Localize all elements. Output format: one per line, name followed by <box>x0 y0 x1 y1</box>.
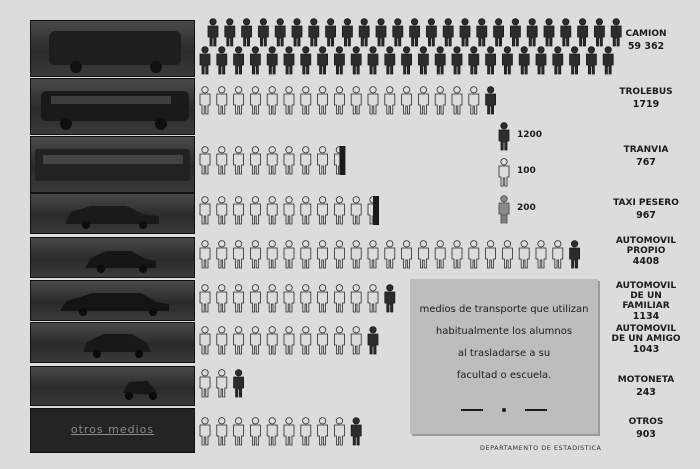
person-icon-camion <box>275 19 285 46</box>
person-icon-camion-2 <box>200 47 210 74</box>
person-icon-motoneta <box>217 370 227 397</box>
person-icon-tranvia <box>200 147 210 174</box>
person-icon-camion-2 <box>536 47 546 74</box>
person-icon-automovil-propio <box>435 241 445 268</box>
person-icon-camion <box>443 19 453 46</box>
trolleybus-photo <box>30 78 195 135</box>
person-icon-automovil-propio <box>519 241 529 268</box>
person-icon-automovil-propio <box>385 241 395 268</box>
person-icon-automovil-familiar <box>217 285 227 312</box>
bus-photo <box>30 20 195 77</box>
person-icon-automovil-propio <box>301 241 311 268</box>
tram-photo <box>30 136 195 193</box>
person-icon-automovil-propio <box>284 241 294 268</box>
person-icon-motoneta <box>200 370 210 397</box>
person-icon-otros <box>334 418 344 445</box>
category-name: CAMION <box>625 29 667 39</box>
category-name: TRANVIA <box>623 145 669 155</box>
person-icon-camion-2 <box>385 47 395 74</box>
label-tranvia <box>606 145 686 168</box>
person-icon-automovil-propio <box>402 241 412 268</box>
person-icon-tranvia <box>301 147 311 174</box>
person-icon-automovil-amigo <box>200 327 210 354</box>
person-icon-taxi-pesero <box>200 197 210 224</box>
person-icon-camion-2 <box>469 47 479 74</box>
person-icon-camion-2 <box>351 47 361 74</box>
person-icon-automovil-familiar <box>334 285 344 312</box>
person-icon-camion-2 <box>234 47 244 74</box>
person-icon-camion <box>477 19 487 46</box>
category-name: AUTOMOVIL PROPIO <box>615 236 677 256</box>
person-icon-automovil-amigo <box>267 327 277 354</box>
person-icon-camion <box>460 19 470 46</box>
category-value: 1134 <box>632 311 660 322</box>
person-icon-otros <box>250 418 260 445</box>
person-icon-camion <box>527 19 537 46</box>
person-icon-taxi-pesero <box>250 197 260 224</box>
person-icon-otros <box>284 418 294 445</box>
legend-label-filled: 1200 <box>517 130 543 140</box>
person-filled-icon-automovil-propio <box>570 241 580 268</box>
person-icon-automovil-familiar <box>250 285 260 312</box>
legend-outline-person-icon <box>499 159 509 186</box>
person-filled-icon-automovil-familiar <box>385 285 395 312</box>
person-icon-camion <box>359 19 369 46</box>
person-icon-camion <box>208 19 218 46</box>
person-icon-trolebus <box>452 87 462 114</box>
family-car-photo <box>30 280 195 321</box>
category-value: 59 362 <box>627 41 665 52</box>
category-name: MOTONETA <box>617 375 675 385</box>
person-icon-automovil-familiar <box>318 285 328 312</box>
other-means-text: otros medios <box>70 423 155 436</box>
person-icon-tranvia <box>284 147 294 174</box>
person-icon-taxi-pesero <box>217 197 227 224</box>
person-icon-camion-2 <box>418 47 428 74</box>
legend-label-grey: 200 <box>517 203 536 213</box>
person-icon-trolebus <box>250 87 260 114</box>
person-icon-camion-2 <box>301 47 311 74</box>
person-icon-automovil-familiar <box>351 285 361 312</box>
person-icon-trolebus <box>402 87 412 114</box>
person-icon-camion-2 <box>502 47 512 74</box>
person-icon-automovil-propio <box>200 241 210 268</box>
label-otros <box>606 417 686 440</box>
person-icon-trolebus <box>200 87 210 114</box>
person-icon-automovil-propio <box>351 241 361 268</box>
person-icon-trolebus <box>318 87 328 114</box>
category-value: 4408 <box>632 256 660 267</box>
person-icon-automovil-amigo <box>217 327 227 354</box>
person-icon-otros <box>234 418 244 445</box>
person-icon-camion <box>578 19 588 46</box>
person-icon-automovil-familiar <box>301 285 311 312</box>
person-icon-camion-2 <box>368 47 378 74</box>
person-icon-taxi-pesero <box>301 197 311 224</box>
category-value: 1719 <box>632 99 660 110</box>
person-icon-automovil-familiar <box>284 285 294 312</box>
person-icon-trolebus <box>334 87 344 114</box>
person-icon-automovil-propio <box>469 241 479 268</box>
person-filled-icon-automovil-amigo <box>368 327 378 354</box>
person-icon-camion <box>426 19 436 46</box>
legend-filled-person-icon <box>499 123 509 150</box>
person-icon-automovil-propio <box>234 241 244 268</box>
person-icon-camion-2 <box>318 47 328 74</box>
label-automovil-familiar <box>610 281 682 322</box>
person-icon-camion <box>561 19 571 46</box>
person-icon-automovil-propio <box>452 241 462 268</box>
person-icon-camion-2 <box>435 47 445 74</box>
person-icon-automovil-familiar <box>368 285 378 312</box>
person-icon-trolebus <box>284 87 294 114</box>
person-icon-automovil-familiar <box>267 285 277 312</box>
person-icon-camion <box>326 19 336 46</box>
person-half-icon-taxi-pesero <box>368 196 379 225</box>
person-icon-camion-2 <box>402 47 412 74</box>
legend-label-outline: 100 <box>517 166 536 176</box>
caption-decoration <box>410 399 598 418</box>
person-icon-camion <box>544 19 554 46</box>
caption-line: habitualmente los alumnos <box>435 326 573 337</box>
person-filled-icon-motoneta <box>234 370 244 397</box>
person-icon-automovil-propio <box>502 241 512 268</box>
person-icon-camion <box>258 19 268 46</box>
caption-line: medios de transporte que utilizan <box>419 304 589 315</box>
person-icon-camion <box>309 19 319 46</box>
person-icon-tranvia <box>318 147 328 174</box>
person-filled-icon-otros <box>351 418 361 445</box>
person-icon-camion-2 <box>452 47 462 74</box>
caption-line: al trasladarse a su <box>457 348 551 359</box>
person-icon-automovil-propio <box>536 241 546 268</box>
person-icon-trolebus <box>234 87 244 114</box>
person-icon-camion-2 <box>570 47 580 74</box>
person-icon-automovil-propio <box>368 241 378 268</box>
category-value: 903 <box>636 429 656 440</box>
person-icon-automovil-propio <box>267 241 277 268</box>
label-taxi-pesero <box>606 198 686 221</box>
person-icon-otros <box>318 418 328 445</box>
person-icon-camion-2 <box>553 47 563 74</box>
person-icon-camion-2 <box>486 47 496 74</box>
person-icon-taxi-pesero <box>318 197 328 224</box>
person-icon-tranvia <box>250 147 260 174</box>
chart-title <box>416 299 592 387</box>
friend-car-photo <box>30 322 195 363</box>
caption-panel <box>410 279 598 434</box>
person-icon-trolebus <box>217 87 227 114</box>
person-filled-icon-trolebus <box>486 87 496 114</box>
person-icon-automovil-propio <box>334 241 344 268</box>
person-icon-camion <box>225 19 235 46</box>
person-icon-camion-2 <box>250 47 260 74</box>
person-icon-automovil-amigo <box>351 327 361 354</box>
other-means-photo <box>30 408 195 453</box>
person-icon-camion-2 <box>334 47 344 74</box>
person-icon-taxi-pesero <box>234 197 244 224</box>
person-icon-camion-2 <box>519 47 529 74</box>
person-icon-trolebus <box>267 87 277 114</box>
person-icon-trolebus <box>368 87 378 114</box>
person-icon-camion-2 <box>267 47 277 74</box>
person-icon-automovil-amigo <box>250 327 260 354</box>
person-icon-camion <box>510 19 520 46</box>
label-trolebus <box>606 87 686 110</box>
person-icon-automovil-amigo <box>301 327 311 354</box>
person-icon-taxi-pesero <box>284 197 294 224</box>
person-icon-trolebus <box>418 87 428 114</box>
category-value: 967 <box>636 210 656 221</box>
person-icon-otros <box>301 418 311 445</box>
person-icon-otros <box>200 418 210 445</box>
person-icon-camion <box>594 19 604 46</box>
person-icon-automovil-propio <box>553 241 563 268</box>
person-icon-automovil-amigo <box>284 327 294 354</box>
person-icon-trolebus <box>435 87 445 114</box>
person-icon-taxi-pesero <box>334 197 344 224</box>
person-icon-tranvia <box>217 147 227 174</box>
person-icon-automovil-familiar <box>234 285 244 312</box>
category-name: AUTOMOVIL DE UN AMIGO <box>611 324 681 344</box>
person-icon-trolebus <box>351 87 361 114</box>
label-camion <box>606 29 686 52</box>
taxi-photo <box>30 193 195 234</box>
person-icon-automovil-propio <box>250 241 260 268</box>
person-icon-otros <box>217 418 227 445</box>
scooter-photo <box>30 366 195 406</box>
person-icon-automovil-amigo <box>234 327 244 354</box>
legend-grey-person-icon <box>499 196 509 223</box>
person-icon-trolebus <box>301 87 311 114</box>
person-icon-tranvia <box>267 147 277 174</box>
category-name: OTROS <box>628 417 664 427</box>
person-icon-automovil-amigo <box>334 327 344 354</box>
person-icon-taxi-pesero <box>267 197 277 224</box>
category-value: 767 <box>636 157 656 168</box>
person-icon-camion-2 <box>217 47 227 74</box>
person-icon-automovil-propio <box>217 241 227 268</box>
person-icon-camion <box>242 19 252 46</box>
label-automovil-propio <box>610 236 682 267</box>
category-name: TROLEBUS <box>619 87 673 97</box>
person-icon-camion <box>342 19 352 46</box>
person-icon-camion <box>494 19 504 46</box>
person-icon-automovil-familiar <box>200 285 210 312</box>
person-icon-automovil-propio <box>486 241 496 268</box>
label-motoneta <box>606 375 686 398</box>
person-icon-camion <box>410 19 420 46</box>
person-icon-camion <box>292 19 302 46</box>
person-icon-trolebus <box>385 87 395 114</box>
person-icon-otros <box>267 418 277 445</box>
person-icon-camion-2 <box>284 47 294 74</box>
person-icon-camion <box>376 19 386 46</box>
person-icon-taxi-pesero <box>351 197 361 224</box>
category-value: 243 <box>636 387 656 398</box>
person-icon-automovil-propio <box>318 241 328 268</box>
person-icon-automovil-propio <box>418 241 428 268</box>
category-name: TAXI PESERO <box>613 198 679 208</box>
footer-credit: DEPARTAMENTO DE ESTADISTICA <box>480 444 602 452</box>
person-icon-camion <box>393 19 403 46</box>
category-name: AUTOMOVIL DE UN FAMILIAR <box>615 281 677 311</box>
caption-line: facultad o escuela. <box>456 370 552 381</box>
person-icon-tranvia <box>234 147 244 174</box>
person-half-icon-tranvia <box>334 146 345 175</box>
person-icon-trolebus <box>469 87 479 114</box>
label-automovil-amigo <box>610 324 682 355</box>
person-icon-automovil-amigo <box>318 327 328 354</box>
private-car-photo <box>30 237 195 278</box>
person-icon-camion-2 <box>586 47 596 74</box>
category-value: 1043 <box>632 344 660 355</box>
